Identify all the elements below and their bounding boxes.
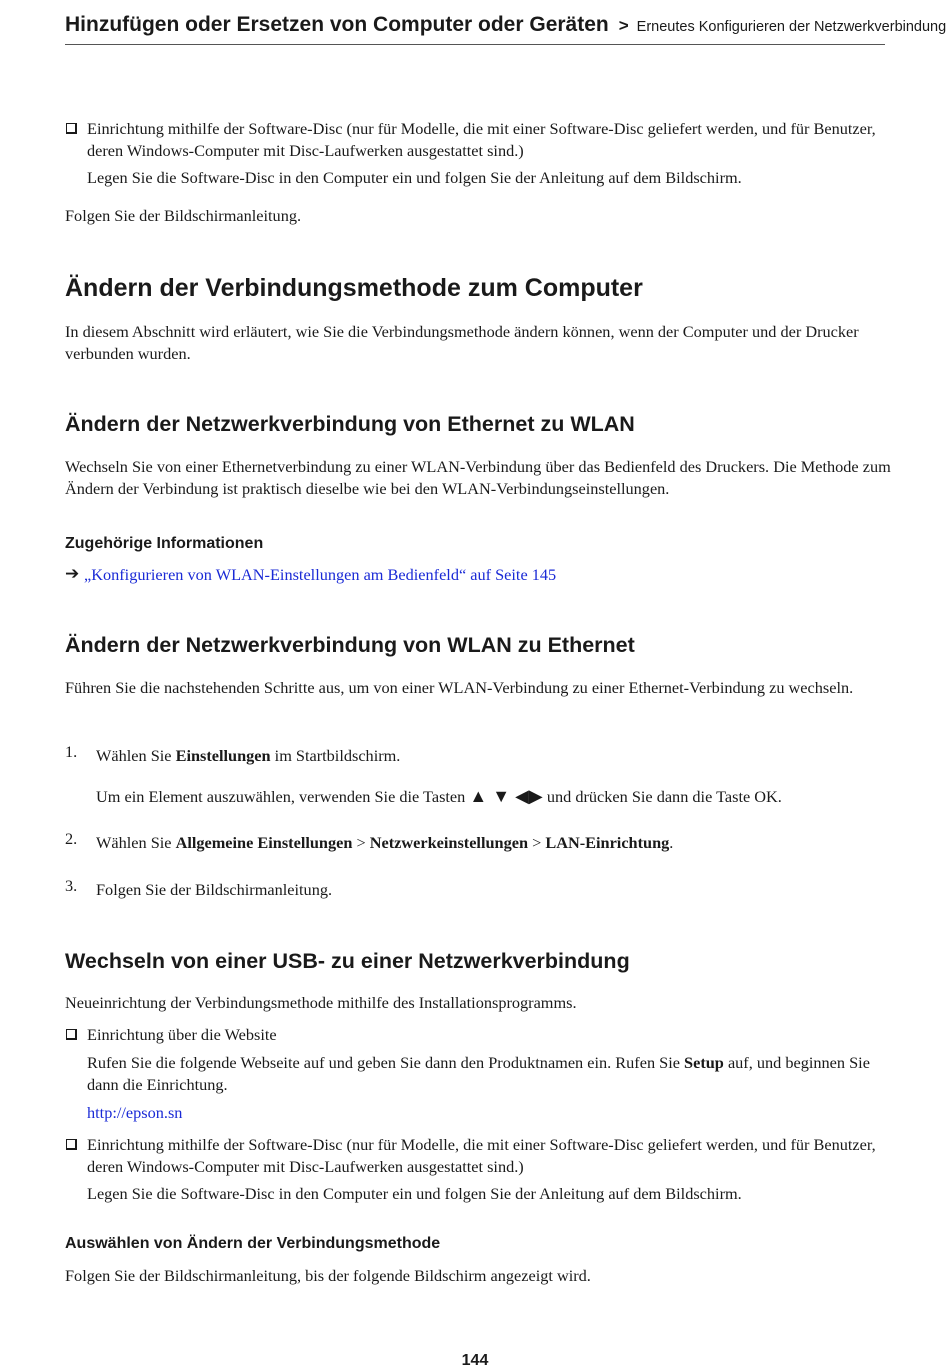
epson-url-link[interactable]: http://epson.sn	[87, 1103, 183, 1122]
page-number: 144	[461, 1352, 489, 1369]
section3-intro: Führen Sie die nachstehenden Schritte aus, um von einer WLAN-Verbindung zu einer Ethernet-Verbindung zu wechseln.	[65, 678, 854, 697]
header-separator: >	[618, 16, 629, 35]
web-instruction	[87, 1052, 895, 1096]
section-title-connection-method: Ändern der Verbindungsmethode zum Computer	[65, 274, 643, 302]
setup-label: Setup	[684, 1053, 724, 1072]
step-3-text: Folgen Sie der Bildschirmanleitung.	[96, 880, 333, 899]
step-2-text	[96, 832, 895, 854]
checkbox-bullet-icon	[66, 123, 77, 134]
header-chapter: Hinzufügen oder Ersetzen von Computer oder Geräten	[65, 13, 609, 36]
section-title-usb-to-network: Wechseln von einer USB- zu einer Netzwerkverbindung	[65, 949, 630, 973]
step-2-general-settings: Allgemeine Einstellungen	[175, 833, 353, 852]
step-number-3: 3.	[65, 876, 78, 895]
arrow-right-key-icon: ▶	[528, 786, 543, 806]
checkbox-bullet-icon	[66, 1139, 77, 1150]
arrow-right-icon: ➔	[65, 564, 80, 583]
web-instruction-pre: Rufen Sie die folgende Webseite auf und geben Sie dann den Produktnamen ein. Rufen Sie	[87, 1053, 685, 1072]
step-2-pre: Wählen Sie	[96, 833, 176, 852]
disc-bullet-text-2: Einrichtung mithilfe der Software-Disc (nur für Modelle, die mit einer Software-Disc geliefert werden, und für Benutzer, deren Windows-Computer mit Disc-Laufwerken ausgestattet sind.)	[87, 1135, 876, 1176]
follow-instructions: Folgen Sie der Bildschirmanleitung.	[65, 206, 302, 225]
step-1-setting: Einstellungen	[175, 746, 271, 765]
step-1-pre: Wählen Sie	[96, 746, 176, 765]
step-1-sub-pre: Um ein Element auszuwählen, verwenden Sie die Tasten	[96, 787, 470, 806]
step-2-lan-setup: LAN-Einrichtung	[545, 833, 670, 852]
arrow-down-icon: ▼	[492, 786, 511, 806]
step-number-2: 2.	[65, 829, 78, 848]
checkbox-bullet-icon	[66, 1029, 77, 1040]
web-instruction-post: auf, und beginnen Sie dann die Einrichtung.	[87, 1053, 870, 1094]
step-number-1: 1.	[65, 742, 78, 761]
section-title-ethernet-to-wlan: Ändern der Netzwerkverbindung von Ethernet zu WLAN	[65, 412, 635, 436]
step-1-post: im Startbildschirm.	[270, 746, 401, 765]
step-1-text	[96, 745, 895, 767]
disc-instruction: Legen Sie die Software-Disc in den Computer ein und folgen Sie der Anleitung auf dem Bildschirm.	[87, 168, 742, 187]
related-link-wlan-settings[interactable]: „Konfigurieren von WLAN-Einstellungen am Bedienfeld“ auf Seite 145	[84, 565, 557, 584]
arrow-left-icon: ◀	[515, 786, 529, 806]
page-header	[65, 10, 947, 45]
step-2-network-settings: Netzwerkeinstellungen	[369, 833, 529, 852]
step-2-sep2: >	[528, 833, 546, 852]
step-2-post: .	[669, 833, 674, 852]
arrow-keys	[469, 786, 542, 806]
section4-intro: Neueinrichtung der Verbindungsmethode mithilfe des Installationsprogramms.	[65, 993, 577, 1012]
sub-heading-body: Folgen Sie der Bildschirmanleitung, bis der folgende Bildschirm angezeigt wird.	[65, 1266, 591, 1285]
step-2-sep1: >	[352, 833, 370, 852]
section2-body: Wechseln Sie von einer Ethernetverbindung zu einer WLAN-Verbindung über das Bedienfeld des Druckers. Die Methode zum Ändern der Verbindung ist praktisch dieselbe wie bei den WLAN-Verbindungseinstellungen.	[65, 457, 891, 498]
section1-intro: In diesem Abschnitt wird erläutert, wie Sie die Verbindungsmethode ändern können, wenn der Computer und der Drucker verbunden wurden.	[65, 322, 859, 363]
related-info-heading: Zugehörige Informationen	[65, 535, 264, 552]
step-1-sub-post: und drücken Sie dann die Taste OK.	[542, 787, 782, 806]
disc-bullet-text: Einrichtung mithilfe der Software-Disc (nur für Modelle, die mit einer Software-Disc geliefert werden, und für Benutzer, deren Windows-Computer mit Disc-Laufwerken ausgestattet sind.)	[87, 119, 876, 160]
header-section: Erneutes Konfigurieren der Netzwerkverbindung	[636, 19, 947, 35]
arrow-up-icon: ▲	[469, 786, 488, 806]
web-bullet-text: Einrichtung über die Website	[87, 1025, 277, 1044]
disc-instruction-2: Legen Sie die Software-Disc in den Computer ein und folgen Sie der Anleitung auf dem Bildschirm.	[87, 1184, 742, 1203]
sub-heading-select-method: Auswählen von Ändern der Verbindungsmethode	[65, 1235, 441, 1252]
section-title-wlan-to-ethernet: Ändern der Netzwerkverbindung von WLAN zu Ethernet	[65, 633, 635, 657]
step-1-sub	[96, 785, 895, 808]
